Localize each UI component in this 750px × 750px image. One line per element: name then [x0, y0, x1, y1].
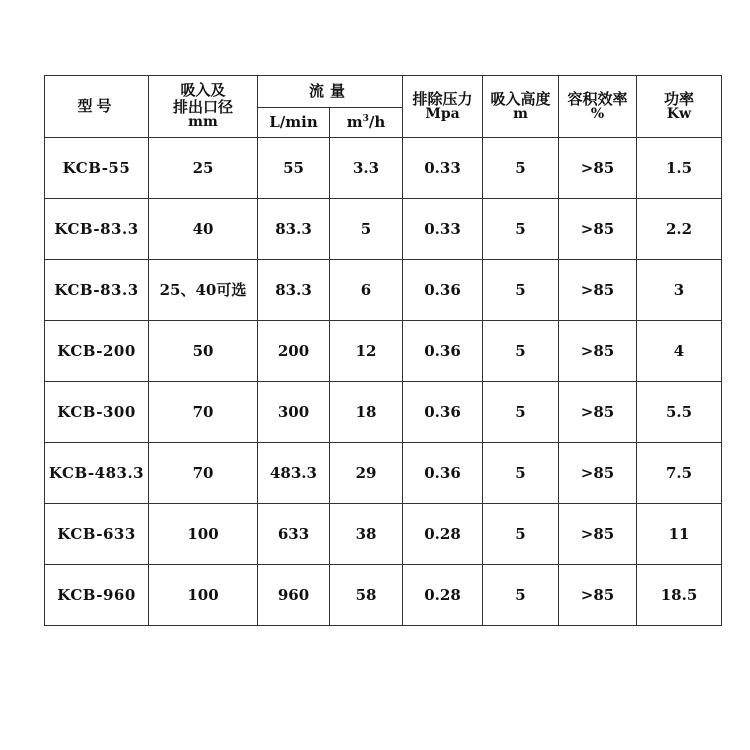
- cell-flow-m3h: 6: [330, 260, 403, 321]
- header-diameter-unit: mm: [188, 114, 218, 131]
- cell-efficiency: >85: [559, 199, 637, 260]
- header-flow-m3h: [330, 108, 403, 138]
- cell-pressure: 0.36: [403, 321, 483, 382]
- cell-flow-m3h: 3.3: [330, 138, 403, 199]
- cell-flow-m3h: 12: [330, 321, 403, 382]
- cell-power: 18.5: [637, 565, 722, 626]
- cell-efficiency: >85: [559, 138, 637, 199]
- cell-model: KCB-300: [45, 382, 149, 443]
- table-row: [45, 260, 722, 321]
- table-row: [45, 321, 722, 382]
- cell-pressure: 0.28: [403, 565, 483, 626]
- table-body: [45, 138, 722, 626]
- header-pressure-label: 排除压力: [412, 89, 473, 108]
- cell-flow-m3h: 58: [330, 565, 403, 626]
- cell-model: KCB-55: [45, 138, 149, 199]
- header-flow-m3h-sup: 3: [362, 114, 369, 125]
- cell-pressure: 0.36: [403, 260, 483, 321]
- header-suction-unit: m: [513, 106, 528, 123]
- cell-model: KCB-83.3: [45, 199, 149, 260]
- header-flow-m3h-tail: /h: [368, 113, 386, 132]
- cell-suction: 5: [483, 443, 559, 504]
- header-suction-label: 吸入高度: [490, 89, 551, 108]
- table-row: [45, 199, 722, 260]
- cell-flow-lmin: 960: [258, 565, 330, 626]
- cell-efficiency: >85: [559, 321, 637, 382]
- cell-diameter: 50: [149, 321, 258, 382]
- cell-suction: 5: [483, 565, 559, 626]
- cell-diameter: 70: [149, 382, 258, 443]
- cell-pressure: 0.33: [403, 138, 483, 199]
- pump-spec-table: [44, 75, 722, 626]
- cell-suction: 5: [483, 138, 559, 199]
- cell-flow-m3h: 38: [330, 504, 403, 565]
- header-flow-lmin: L/min: [258, 108, 330, 138]
- header-diameter-line1: 吸入及: [180, 81, 226, 100]
- header-flow: 流量: [258, 76, 403, 108]
- cell-diameter: 70: [149, 443, 258, 504]
- header-efficiency-unit: %: [590, 106, 605, 123]
- header-power-unit: Kw: [666, 106, 692, 123]
- cell-diameter: 40: [149, 199, 258, 260]
- table-row: [45, 443, 722, 504]
- table-row: [45, 504, 722, 565]
- cell-flow-lmin: 633: [258, 504, 330, 565]
- cell-flow-lmin: 83.3: [258, 199, 330, 260]
- cell-power: 3: [637, 260, 722, 321]
- header-pressure-unit: Mpa: [425, 106, 460, 123]
- cell-flow-lmin: 300: [258, 382, 330, 443]
- cell-suction: 5: [483, 321, 559, 382]
- cell-power: 1.5: [637, 138, 722, 199]
- header-pressure: [403, 76, 483, 138]
- cell-model: KCB-960: [45, 565, 149, 626]
- cell-diameter: 25: [149, 138, 258, 199]
- header-efficiency: [559, 76, 637, 138]
- header-efficiency-label: 容积效率: [567, 89, 628, 108]
- cell-flow-lmin: 83.3: [258, 260, 330, 321]
- cell-suction: 5: [483, 199, 559, 260]
- cell-efficiency: >85: [559, 565, 637, 626]
- cell-pressure: 0.33: [403, 199, 483, 260]
- header-diameter-line2: 排出口径: [172, 97, 233, 116]
- cell-power: 11: [637, 504, 722, 565]
- header-flow-m3h-base: m: [346, 113, 363, 132]
- cell-flow-lmin: 200: [258, 321, 330, 382]
- cell-pressure: 0.36: [403, 382, 483, 443]
- cell-diameter: 25、40可选: [149, 260, 258, 321]
- cell-diameter: 100: [149, 565, 258, 626]
- cell-efficiency: >85: [559, 504, 637, 565]
- cell-pressure: 0.28: [403, 504, 483, 565]
- header-power-label: 功率: [664, 89, 695, 108]
- cell-model: KCB-483.3: [45, 443, 149, 504]
- cell-flow-m3h: 18: [330, 382, 403, 443]
- cell-suction: 5: [483, 504, 559, 565]
- cell-efficiency: >85: [559, 382, 637, 443]
- cell-flow-m3h: 5: [330, 199, 403, 260]
- cell-suction: 5: [483, 260, 559, 321]
- cell-diameter: 100: [149, 504, 258, 565]
- cell-efficiency: >85: [559, 260, 637, 321]
- header-suction-height: [483, 76, 559, 138]
- cell-flow-m3h: 29: [330, 443, 403, 504]
- cell-flow-lmin: 55: [258, 138, 330, 199]
- table-row: [45, 565, 722, 626]
- table-row: [45, 138, 722, 199]
- cell-flow-lmin: 483.3: [258, 443, 330, 504]
- header-power: [637, 76, 722, 138]
- cell-power: 4: [637, 321, 722, 382]
- table-row: [45, 382, 722, 443]
- cell-model: KCB-633: [45, 504, 149, 565]
- header-row-top: [45, 76, 722, 108]
- cell-suction: 5: [483, 382, 559, 443]
- cell-pressure: 0.36: [403, 443, 483, 504]
- header-diameter: [149, 76, 258, 138]
- cell-power: 7.5: [637, 443, 722, 504]
- cell-efficiency: >85: [559, 443, 637, 504]
- cell-power: 2.2: [637, 199, 722, 260]
- cell-model: KCB-83.3: [45, 260, 149, 321]
- cell-power: 5.5: [637, 382, 722, 443]
- header-model: 型号: [45, 76, 149, 138]
- cell-model: KCB-200: [45, 321, 149, 382]
